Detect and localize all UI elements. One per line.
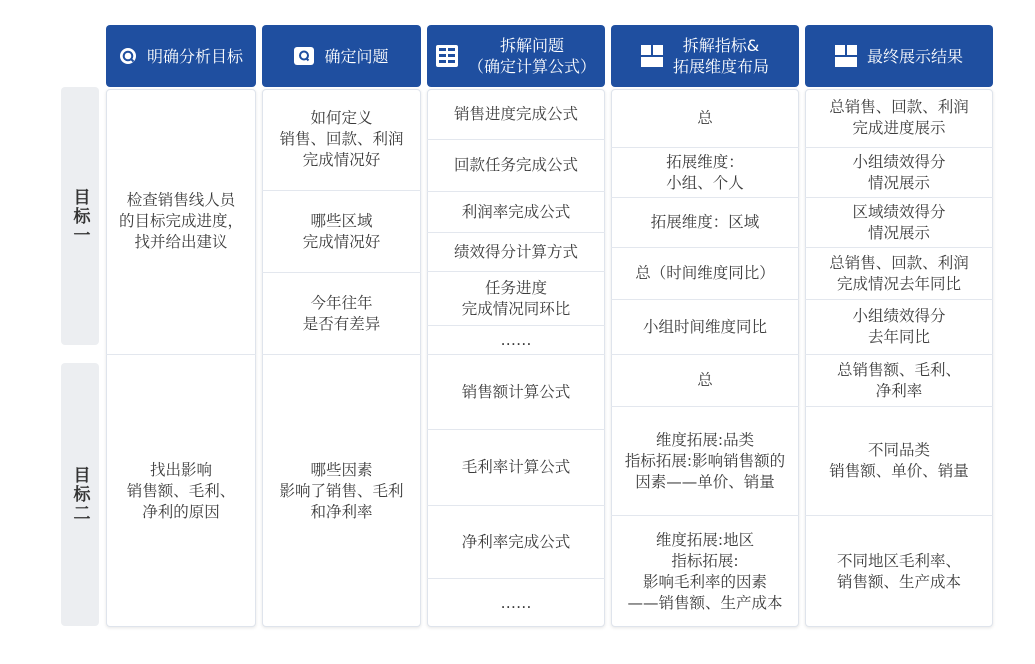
formula-cell: 毛利率计算公式 bbox=[461, 458, 571, 476]
dimension-cell: 总 bbox=[697, 108, 713, 127]
result-cell: 区域绩效得分 情况展示 bbox=[852, 202, 946, 242]
dimension-cell: 拓展维度： 小组、个人 bbox=[666, 152, 744, 192]
header-goal-label: 明确分析目标 bbox=[146, 46, 243, 66]
formula-grid-icon bbox=[436, 45, 458, 67]
formula-cell: 利润率完成公式 bbox=[461, 202, 571, 221]
formula-cell: …… bbox=[500, 330, 532, 349]
header-goal bbox=[106, 25, 256, 87]
result-cell: 小组绩效得分 去年同比 bbox=[852, 307, 946, 346]
header-result-label: 最终展示结果 bbox=[866, 46, 963, 66]
formula-cell: 销售额计算公式 bbox=[461, 382, 571, 401]
header-dimension bbox=[611, 25, 799, 87]
result-cell: 小组绩效得分 情况展示 bbox=[852, 152, 946, 192]
layout-blocks-icon bbox=[835, 45, 857, 67]
question-cell: 今年往年 是否有差异 bbox=[302, 293, 381, 333]
question-cell: 如何定义 销售、回款、利润 完成情况好 bbox=[279, 109, 404, 169]
goal-cell: 检查销售线人员 的目标完成进度， 找并给出建议 bbox=[118, 191, 243, 251]
formula-cell: 回款任务完成公式 bbox=[453, 156, 578, 174]
question-box-icon bbox=[294, 47, 314, 65]
dimension-cell: 小组时间维度同比 bbox=[642, 317, 767, 336]
result-cell: 总销售额、毛利、 净利率 bbox=[836, 360, 961, 400]
result-cell: 不同品类 销售额、单价、销量 bbox=[829, 441, 969, 480]
result-cell: 不同地区毛利率、 销售额、生产成本 bbox=[836, 551, 961, 591]
dimension-cell: 维度拓展:地区 指标拓展: 影响毛利率的因素 ——销售额、生产成本 bbox=[627, 530, 783, 612]
header-dimension-label: 拆解指标& 拓展维度布局 bbox=[672, 36, 769, 76]
header-result bbox=[805, 25, 993, 87]
header-question bbox=[262, 25, 421, 87]
result-cell: 总销售、回款、利润 完成情况去年同比 bbox=[829, 253, 969, 293]
goal-cell: 找出影响 销售额、毛利、 净利的原因 bbox=[126, 460, 236, 521]
formula-cell: 销售进度完成公式 bbox=[453, 104, 578, 123]
question-cell: 哪些区域 完成情况好 bbox=[302, 211, 381, 251]
formula-cell: 净利率完成公式 bbox=[461, 532, 571, 551]
target-search-icon bbox=[119, 47, 137, 65]
dimension-cell: 拓展维度：区域 bbox=[650, 213, 760, 231]
formula-cell: 任务进度 完成情况同环比 bbox=[461, 278, 571, 318]
dimension-cell: 总 bbox=[697, 371, 713, 389]
header-question-label: 确定问题 bbox=[324, 46, 389, 66]
row-label-goal-1: 目标一 bbox=[61, 87, 99, 345]
formula-cell: …… bbox=[500, 593, 532, 612]
question-cell: 哪些因素 影响了销售、毛利 和净利率 bbox=[279, 460, 404, 521]
dimension-cell: 总（时间维度同比） bbox=[635, 264, 775, 282]
layout-blocks-icon bbox=[641, 45, 663, 67]
dimension-cell: 维度拓展:品类 指标拓展:影响销售额的 因素——单价、销量 bbox=[624, 430, 786, 491]
formula-cell: 绩效得分计算方式 bbox=[453, 242, 578, 261]
row-label-goal-2: 目标二 bbox=[61, 363, 99, 626]
result-cell: 总销售、回款、利润 完成进度展示 bbox=[829, 98, 969, 137]
header-formula bbox=[427, 25, 605, 87]
header-formula-label: 拆解问题 （确定计算公式） bbox=[467, 36, 596, 76]
